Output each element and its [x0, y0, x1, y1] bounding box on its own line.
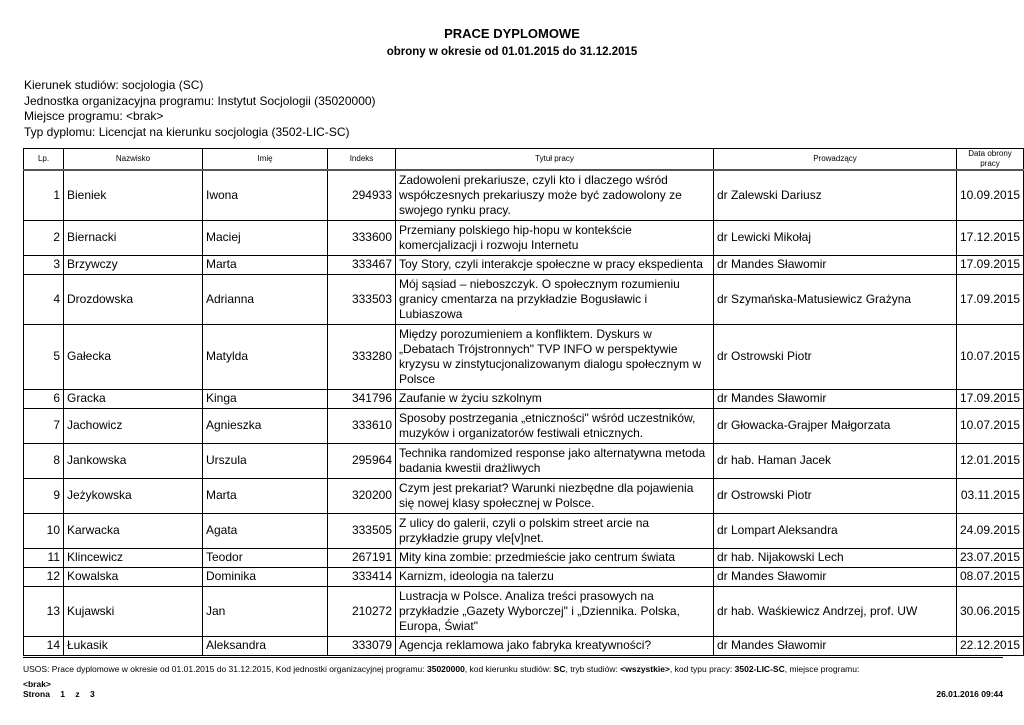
- cell-lp: 12: [24, 567, 64, 586]
- cell-index: 267191: [328, 548, 396, 567]
- diploma-type: Typ dyplomu: Licencjat na kierunku socjologia (3502-LIC-SC): [24, 124, 350, 139]
- cell-surname: Klincewicz: [64, 548, 203, 567]
- cell-title: Mój sąsiad – nieboszczyk. O społecznym rozumieniu granicy cmentarza na przykładzie Bogusławic i Lubiaszowa: [396, 274, 714, 324]
- table-row: [24, 586, 1024, 636]
- cell-firstname: Aleksandra: [203, 636, 328, 655]
- footer-sep: , kod kierunku studiów:: [464, 664, 554, 674]
- cell-lp: 10: [24, 513, 64, 548]
- footer-sep: , miejsce programu:: [784, 664, 860, 674]
- cell-title: Z ulicy do galerii, czyli o polskim street arcie na przykładzie grupy vle[v]net.: [396, 513, 714, 548]
- table-header-row: [24, 149, 1024, 171]
- cell-firstname: Jan: [203, 586, 328, 636]
- cell-surname: Kowalska: [64, 567, 203, 586]
- cell-firstname: Iwona: [203, 170, 328, 220]
- cell-defense-date: 10.07.2015: [957, 408, 1024, 443]
- cell-index: 341796: [328, 389, 396, 408]
- table-row: [24, 408, 1024, 443]
- cell-defense-date: 23.07.2015: [957, 548, 1024, 567]
- cell-defense-date: 12.01.2015: [957, 443, 1024, 478]
- cell-firstname: Matylda: [203, 324, 328, 389]
- cell-defense-date: 30.06.2015: [957, 586, 1024, 636]
- cell-supervisor: dr Lompart Aleksandra: [714, 513, 957, 548]
- cell-title: Lustracja w Polsce. Analiza treści prasowych na przykładzie „Gazety Wyborczej" i „Dziennika. Polska, Europa, Świat": [396, 586, 714, 636]
- cell-surname: Brzywczy: [64, 255, 203, 274]
- cell-firstname: Kinga: [203, 389, 328, 408]
- cell-defense-date: 24.09.2015: [957, 513, 1024, 548]
- cell-lp: 7: [24, 408, 64, 443]
- col-header-firstname: Imię: [203, 149, 328, 171]
- cell-index: 333414: [328, 567, 396, 586]
- cell-firstname: Dominika: [203, 567, 328, 586]
- cell-lp: 9: [24, 478, 64, 513]
- cell-defense-date: 10.07.2015: [957, 324, 1024, 389]
- cell-surname: Kujawski: [64, 586, 203, 636]
- cell-lp: 13: [24, 586, 64, 636]
- cell-defense-date: 10.09.2015: [957, 170, 1024, 220]
- table-row: [24, 170, 1024, 220]
- table-row: [24, 324, 1024, 389]
- cell-title: Zadowoleni prekariusze, czyli kto i dlaczego wśród współczesnych prekariuszy może być zadowolony ze swojego rynku pracy.: [396, 170, 714, 220]
- table-row: [24, 548, 1024, 567]
- col-header-lp: Lp.: [24, 149, 64, 171]
- table-body: [24, 170, 1024, 655]
- footer-type-code: 3502-LIC-SC: [734, 664, 785, 674]
- cell-title: Zaufanie w życiu szkolnym: [396, 389, 714, 408]
- cell-lp: 3: [24, 255, 64, 274]
- cell-supervisor: dr Głowacka-Grajper Małgorzata: [714, 408, 957, 443]
- cell-lp: 8: [24, 443, 64, 478]
- cell-supervisor: dr Ostrowski Piotr: [714, 478, 957, 513]
- cell-index: 333600: [328, 220, 396, 255]
- page-total: 3: [90, 689, 95, 699]
- cell-defense-date: 08.07.2015: [957, 567, 1024, 586]
- cell-title: Między porozumieniem a konfliktem. Dyskurs w „Debatach Trójstronnych" TVP INFO w perspektywie kryzysu w zinstytucjonalizowanym dialogu społecznym w Polsce: [396, 324, 714, 389]
- cell-surname: Jachowicz: [64, 408, 203, 443]
- cell-title: Agencja reklamowa jako fabryka kreatywności?: [396, 636, 714, 655]
- cell-defense-date: 03.11.2015: [957, 478, 1024, 513]
- cell-defense-date: 17.09.2015: [957, 274, 1024, 324]
- cell-title: Technika randomized response jako alternatywna metoda badania kwestii drażliwych: [396, 443, 714, 478]
- cell-defense-date: 17.09.2015: [957, 389, 1024, 408]
- cell-index: 294933: [328, 170, 396, 220]
- cell-index: 333467: [328, 255, 396, 274]
- cell-lp: 14: [24, 636, 64, 655]
- cell-title: Mity kina zombie: przedmieście jako centrum świata: [396, 548, 714, 567]
- cell-lp: 5: [24, 324, 64, 389]
- cell-firstname: Marta: [203, 255, 328, 274]
- cell-index: 333610: [328, 408, 396, 443]
- footer-field-code: SC: [553, 664, 566, 674]
- table-row: [24, 274, 1024, 324]
- table-row: [24, 567, 1024, 586]
- cell-surname: Gałecka: [64, 324, 203, 389]
- cell-firstname: Urszula: [203, 443, 328, 478]
- field-of-study: Kierunek studiów: socjologia (SC): [24, 78, 204, 92]
- footer-sep: , kod typu pracy:: [669, 664, 735, 674]
- cell-supervisor: dr Mandes Sławomir: [714, 255, 957, 274]
- cell-index: 320200: [328, 478, 396, 513]
- print-timestamp: 26.01.2016 09:44: [936, 689, 1003, 699]
- cell-supervisor: dr Mandes Sławomir: [714, 636, 957, 655]
- cell-supervisor: dr Mandes Sławomir: [714, 389, 957, 408]
- cell-supervisor: dr Zalewski Dariusz: [714, 170, 957, 220]
- program-location: Miejsce programu: <brak>: [24, 109, 164, 123]
- page-of: z: [75, 689, 80, 699]
- cell-supervisor: dr hab. Waśkiewicz Andrzej, prof. UW: [714, 586, 957, 636]
- cell-index: 333280: [328, 324, 396, 389]
- col-header-defense-date: Data obrony pracy: [957, 149, 1024, 171]
- cell-index: 333503: [328, 274, 396, 324]
- cell-supervisor: dr hab. Nijakowski Lech: [714, 548, 957, 567]
- cell-surname: Karwacka: [64, 513, 203, 548]
- col-header-supervisor: Prowadzący: [714, 149, 957, 171]
- cell-title: Karnizm, ideologia na talerzu: [396, 567, 714, 586]
- table-row: [24, 443, 1024, 478]
- cell-index: 333505: [328, 513, 396, 548]
- cell-surname: Łukasik: [64, 636, 203, 655]
- cell-supervisor: dr Ostrowski Piotr: [714, 324, 957, 389]
- cell-surname: Bieniek: [64, 170, 203, 220]
- program-info: [24, 78, 376, 140]
- footer-note: [23, 657, 1003, 692]
- table-row: [24, 478, 1024, 513]
- page-indicator: [23, 689, 103, 699]
- table-row: [24, 255, 1024, 274]
- cell-firstname: Teodor: [203, 548, 328, 567]
- document-title: PRACE DYPLOMOWE: [444, 26, 580, 41]
- theses-table: [23, 148, 1024, 656]
- document-subtitle: obrony w okresie od 01.01.2015 do 31.12.2015: [386, 46, 638, 58]
- cell-firstname: Agata: [203, 513, 328, 548]
- cell-supervisor: dr Mandes Sławomir: [714, 567, 957, 586]
- cell-title: Czym jest prekariat? Warunki niezbędne dla pojawienia się nowej klasy społecznej w Polsce.: [396, 478, 714, 513]
- cell-lp: 11: [24, 548, 64, 567]
- cell-lp: 6: [24, 389, 64, 408]
- cell-defense-date: 22.12.2015: [957, 636, 1024, 655]
- footer-unit-code: 35020000: [427, 664, 465, 674]
- table-row: [24, 220, 1024, 255]
- footer-prefix: USOS: Prace dyplomowe w okresie od 01.01.2015 do 31.12.2015, Kod jednostki organizacyjnej programu:: [23, 664, 427, 674]
- cell-defense-date: 17.12.2015: [957, 220, 1024, 255]
- cell-firstname: Adrianna: [203, 274, 328, 324]
- cell-defense-date: 17.09.2015: [957, 255, 1024, 274]
- cell-index: 333079: [328, 636, 396, 655]
- organizational-unit: Jednostka organizacyjna programu: Instytut Socjologii (35020000): [24, 93, 376, 108]
- cell-title: Sposoby postrzegania „etniczności" wśród uczestników, muzyków i organizatorów festiwali etnicznych.: [396, 408, 714, 443]
- cell-surname: Jeżykowska: [64, 478, 203, 513]
- col-header-title: Tytuł pracy: [396, 149, 714, 171]
- cell-supervisor: dr Szymańska-Matusiewicz Grażyna: [714, 274, 957, 324]
- page-label: Strona: [23, 689, 50, 699]
- cell-firstname: Marta: [203, 478, 328, 513]
- cell-surname: Drozdowska: [64, 274, 203, 324]
- footer-study-mode: <wszystkie>: [620, 664, 670, 674]
- table-row: [24, 513, 1024, 548]
- cell-title: Przemiany polskiego hip-hopu w kontekście komercjalizacji i rozwoju Internetu: [396, 220, 714, 255]
- cell-title: Toy Story, czyli interakcje społeczne w pracy ekspedienta: [396, 255, 714, 274]
- cell-supervisor: dr hab. Haman Jacek: [714, 443, 957, 478]
- footer-place: <brak>: [23, 679, 51, 689]
- col-header-surname: Nazwisko: [64, 149, 203, 171]
- cell-firstname: Maciej: [203, 220, 328, 255]
- table-row: [24, 389, 1024, 408]
- cell-index: 210272: [328, 586, 396, 636]
- cell-surname: Biernacki: [64, 220, 203, 255]
- cell-lp: 1: [24, 170, 64, 220]
- page-number: 1: [60, 689, 66, 699]
- cell-lp: 4: [24, 274, 64, 324]
- cell-index: 295964: [328, 443, 396, 478]
- cell-surname: Gracka: [64, 389, 203, 408]
- cell-firstname: Agnieszka: [203, 408, 328, 443]
- cell-surname: Jankowska: [64, 443, 203, 478]
- col-header-index: Indeks: [328, 149, 396, 171]
- footer-sep: , tryb studiów:: [565, 664, 621, 674]
- cell-supervisor: dr Lewicki Mikołaj: [714, 220, 957, 255]
- table-row: [24, 636, 1024, 655]
- cell-lp: 2: [24, 220, 64, 255]
